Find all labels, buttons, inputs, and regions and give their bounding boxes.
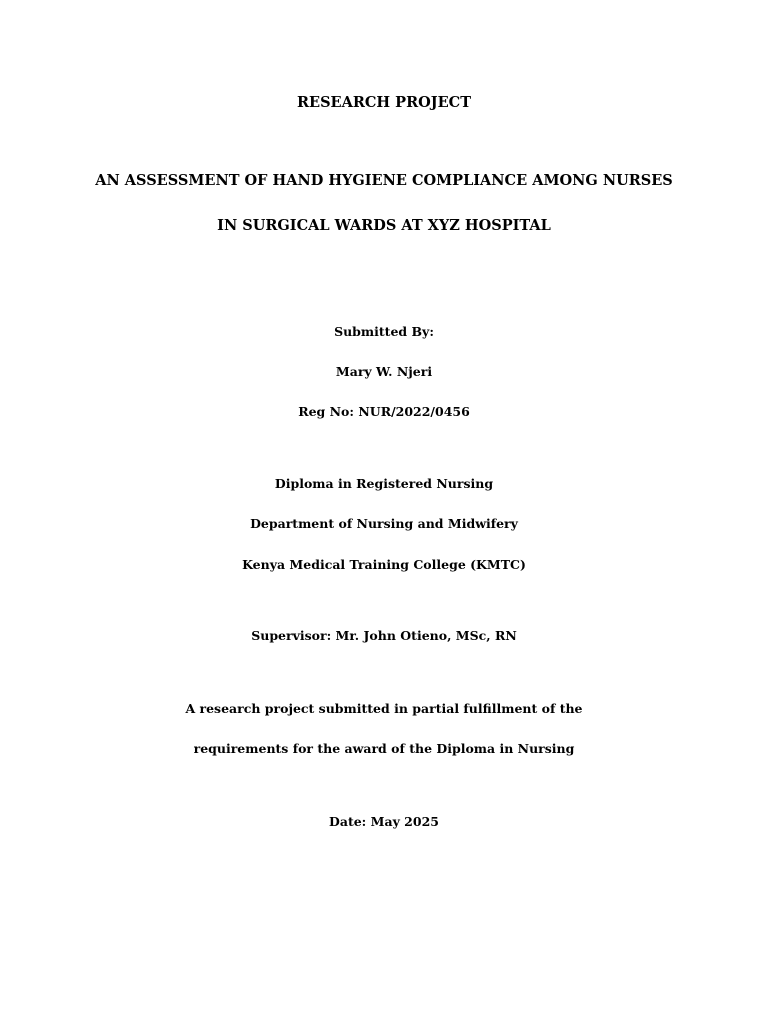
submitted-by-label: Submitted By: xyxy=(334,324,434,339)
college-name: Kenya Medical Training College (KMTC) xyxy=(242,557,526,572)
submission-statement-line-2: requirements for the award of the Diploma in Nursing xyxy=(193,741,575,756)
program-name: Diploma in Registered Nursing xyxy=(274,476,494,491)
document-type-heading: RESEARCH PROJECT xyxy=(296,94,472,111)
project-title-line-2: IN SURGICAL WARDS AT XYZ HOSPITAL xyxy=(217,217,551,234)
supervisor-info: Supervisor: Mr. John Otieno, MSc, RN xyxy=(251,628,517,643)
department-name: Department of Nursing and Midwifery xyxy=(250,516,518,531)
student-name: Mary W. Njeri xyxy=(335,364,433,379)
submission-statement-line-1: A research project submitted in partial fulfillment of the xyxy=(185,701,583,716)
registration-number: Reg No: NUR/2022/0456 xyxy=(298,404,470,419)
submission-date: Date: May 2025 xyxy=(329,814,439,829)
project-title-line-1: AN ASSESSMENT OF HAND HYGIENE COMPLIANCE AMONG NURSES xyxy=(95,172,673,189)
